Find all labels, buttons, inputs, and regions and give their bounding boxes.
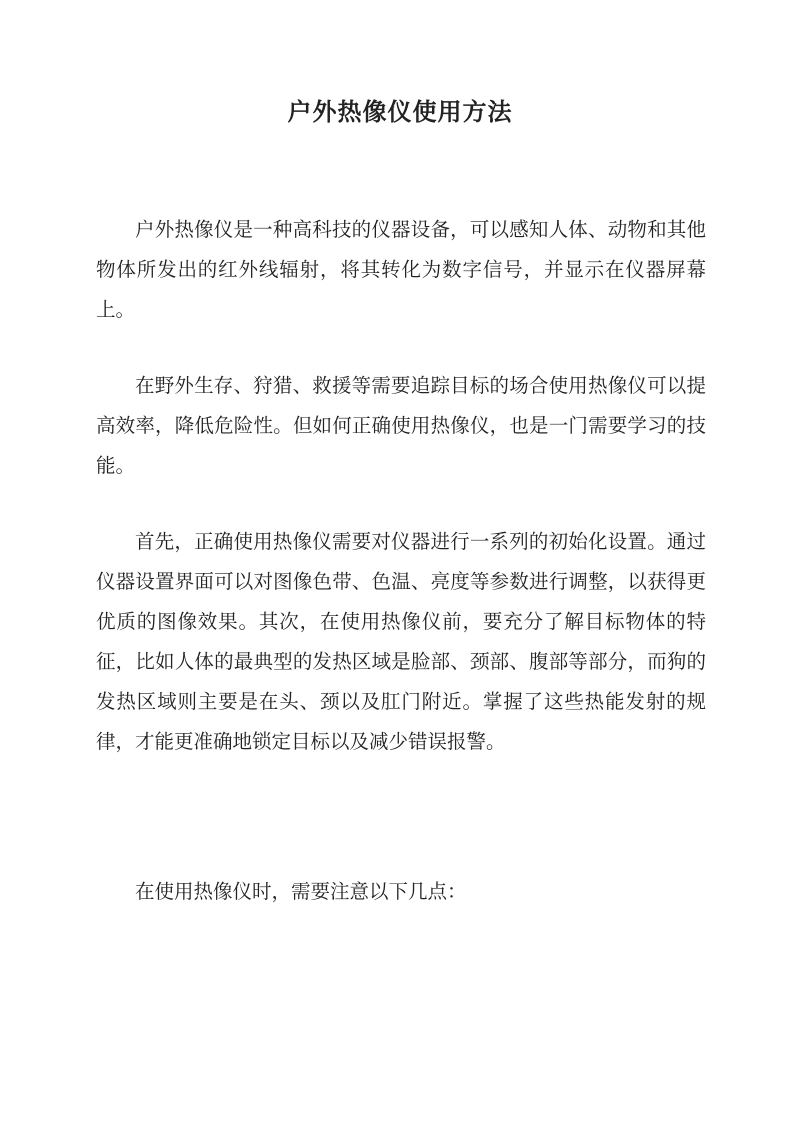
paragraph-notes-lead: 在使用热像仪时，需要注意以下几点：	[135, 880, 467, 903]
page-title: 户外热像仪使用方法	[287, 97, 513, 126]
paragraph-setup-and-targets: 首先，正确使用热像仪需要对仪器进行一系列的初始化设置。通过仪器设置界面可以对图像色带、色温、亮度等参数进行调整，以获得更优质的图像效果。其次，在使用热像仪前，要充分了解目标物体的特征，比如人体的最典型的发热区域是脸部、颈部、腹部等部分，而狗的发热区域则主要是在头、颈以及肛门附近。掌握了这些热能发射的规律，才能更准确地锁定目标以及减少错误报警。	[96, 530, 706, 753]
paragraph-usage-scenarios: 在野外生存、狩猎、救援等需要追踪目标的场合使用热像仪可以提高效率，降低危险性。但如何正确使用热像仪，也是一门需要学习的技能。	[96, 374, 706, 477]
paragraph-intro: 户外热像仪是一种高科技的仪器设备，可以感知人体、动物和其他物体所发出的红外线辐射，将其转化为数字信号，并显示在仪器屏幕上。	[96, 218, 706, 321]
